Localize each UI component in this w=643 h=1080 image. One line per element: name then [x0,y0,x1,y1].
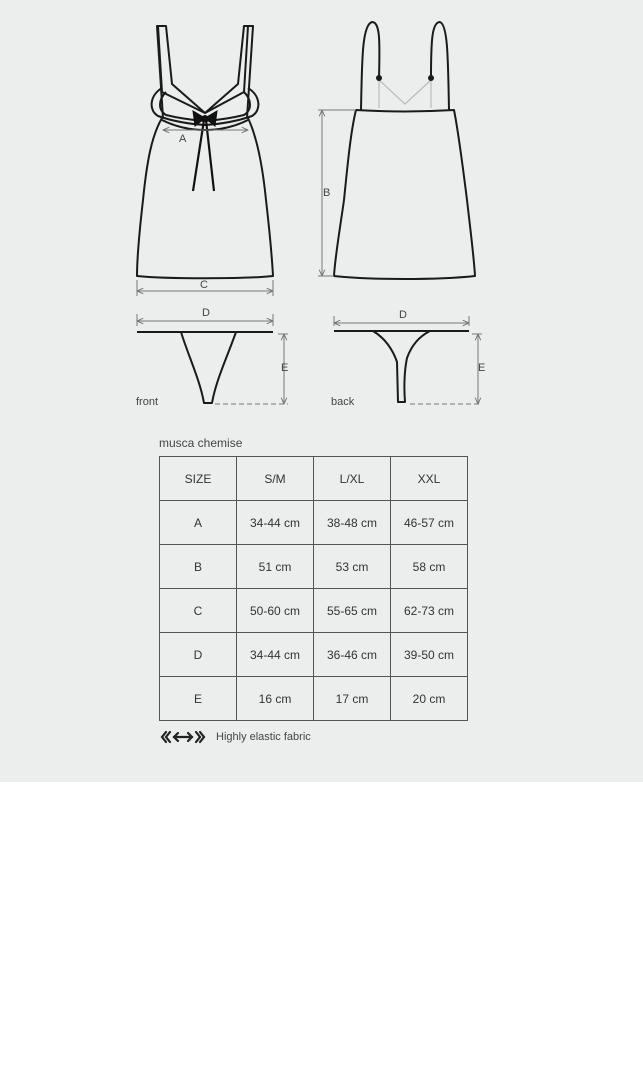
table-cell: 36-46 cm [314,633,391,677]
table-row [160,545,468,589]
table-cell: 16 cm [237,677,314,721]
elastic-arrows-icon [160,730,206,744]
table-cell: 55-65 cm [314,589,391,633]
chemise-back-drawing [334,22,475,279]
table-cell: A [160,501,237,545]
label-d-back: D [399,309,407,321]
label-d-front: D [202,307,210,319]
table-cell: 51 cm [237,545,314,589]
table-row [160,633,468,677]
table-cell: C [160,589,237,633]
table-cell: 62-73 cm [391,589,468,633]
bow-icon [193,111,217,191]
header-cell: S/M [237,457,314,501]
table-cell: B [160,545,237,589]
table-cell: 39-50 cm [391,633,468,677]
table-header-row [160,457,468,501]
elastic-fabric-text: Highly elastic fabric [216,731,311,743]
table-cell: 46-57 cm [391,501,468,545]
header-cell: L/XL [314,457,391,501]
table-cell: 20 cm [391,677,468,721]
table-row [160,677,468,721]
chemise-front-drawing [137,26,273,278]
size-chart-title: musca chemise [159,436,243,450]
thong-back-drawing [334,331,469,402]
table-cell: E [160,677,237,721]
chemise-back-straps [379,78,431,108]
label-e-back: E [478,362,486,374]
table-cell: 38-48 cm [314,501,391,545]
table-cell: 53 cm [314,545,391,589]
header-cell: XXL [391,457,468,501]
label-c: C [200,279,208,291]
label-front: front [136,396,159,408]
strap-rings [376,75,434,81]
table-row [160,501,468,545]
table-cell: 34-44 cm [237,633,314,677]
table-row [160,589,468,633]
chemise-front-dimensions [137,130,273,296]
elastic-fabric-note [160,729,311,745]
header-cell: SIZE [160,457,237,501]
label-a: A [179,133,187,145]
table-cell: 17 cm [314,677,391,721]
thong-front-dimensions [137,314,288,404]
size-chart-table [159,456,468,721]
table-cell: 50-60 cm [237,589,314,633]
thong-front-drawing [137,332,273,403]
label-e-front: E [281,362,289,374]
table-cell: D [160,633,237,677]
label-back: back [331,396,355,408]
thong-back-dimensions [334,316,482,404]
table-cell: 58 cm [391,545,468,589]
label-b: B [323,187,331,199]
table-cell: 34-44 cm [237,501,314,545]
garment-diagram [0,0,643,430]
